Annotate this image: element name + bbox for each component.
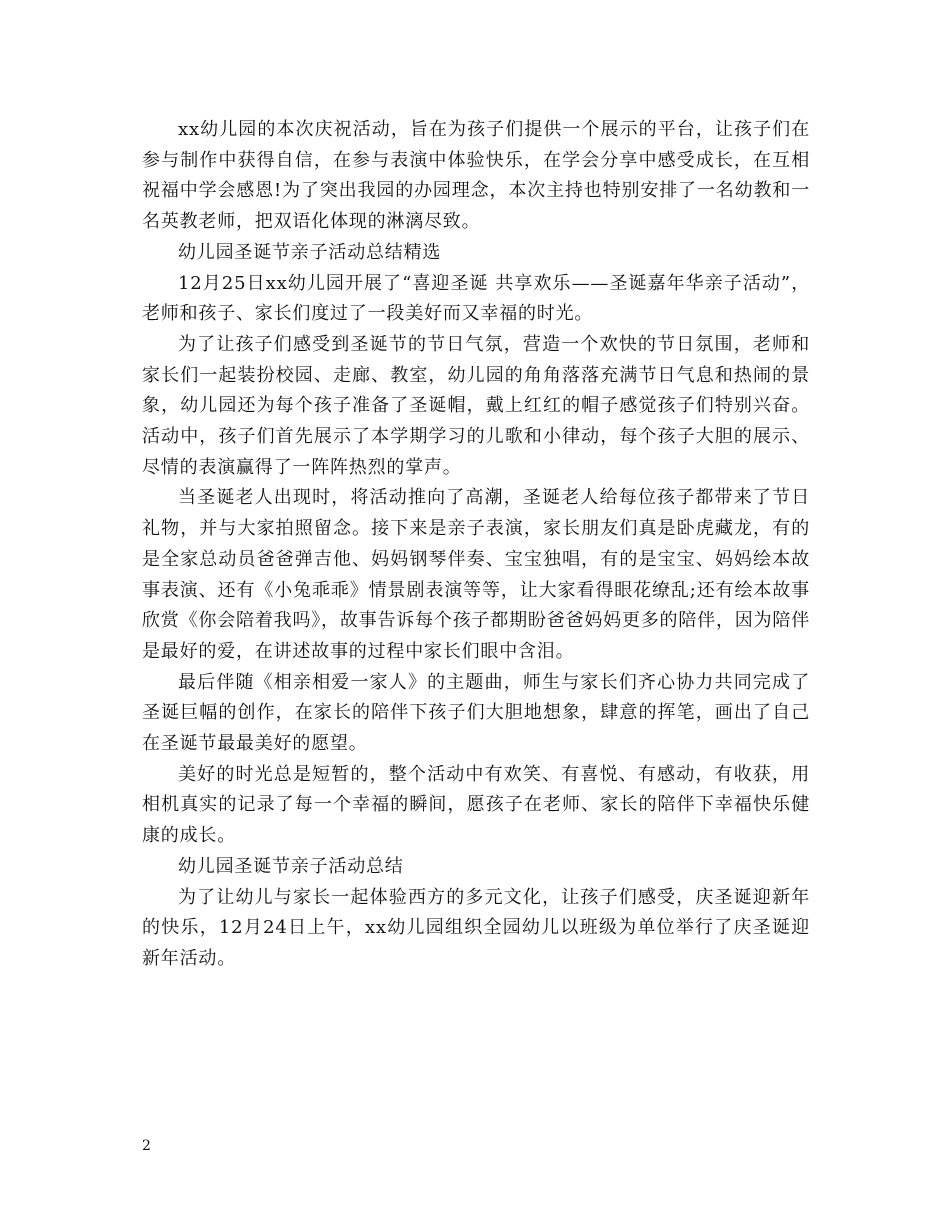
document-body — [142, 115, 810, 975]
paragraph-intro: xx幼儿园的本次庆祝活动，旨在为孩子们提供一个展示的平台，让孩子们在参与制作中获得自信，在参与表演中体验快乐，在学会分享中感受成长，在互相祝福中学会感恩!为了突出我园的办园理念，本次主持也特别安排了一名幼教和一名英教老师，把双语化体现的淋漓尽致。 — [142, 119, 810, 233]
paragraph-closing: 美好的时光总是短暂的，整个活动中有欢笑、有喜悦、有感动，有收获，用相机真实的记录了每一个幸福的瞬间，愿孩子在老师、家长的陪伴下幸福快乐健康的成长。 — [142, 763, 810, 847]
paragraph-new-year: 为了让幼儿与家长一起体验西方的多元文化，让孩子们感受，庆圣诞迎新年的快乐，12月24日上午，xx幼儿园组织全园幼儿以班级为单位举行了庆圣诞迎新年活动。 — [142, 886, 810, 969]
paragraph-santa: 当圣诞老人出现时，将活动推向了高潮，圣诞老人给每位孩子都带来了节日礼物，并与大家拍照留念。接下来是亲子表演，家长朋友们真是卧虎藏龙，有的是全家总动员爸爸弹吉他、妈妈钢琴伴奏、宝宝独唱，有的是宝宝、妈妈绘本故事表演、还有《小兔乖乖》情景剧表演等等，让大家看得眼花缭乱;还有绘本故事欣赏《你会陪着我吗》，故事告诉每个孩子都期盼爸爸妈妈更多的陪伴，因为陪伴是最好的爱，在讲述故事的过程中家长们眼中含泪。 — [142, 487, 810, 662]
paragraph-decoration: 为了让孩子们感受到圣诞节的节日气氛，营造一个欢快的节日氛围，老师和家长们一起装扮校园、走廊、教室，幼儿园的角角落落充满节日气息和热闹的景象，幼儿园还为每个孩子准备了圣诞帽，戴上红红的帽子感觉孩子们特别兴奋。活动中，孩子们首先展示了本学期学习的儿歌和小律动，每个孩子大胆的展示、尽情的表演赢得了一阵阵热烈的掌声。 — [142, 333, 810, 478]
page-number: 2 — [142, 1138, 151, 1154]
section-heading-summary: 幼儿园圣诞节亲子活动总结 — [178, 855, 404, 877]
section-heading-selected-summary: 幼儿园圣诞节亲子活动总结精选 — [178, 241, 442, 263]
paragraph-event-date: 12月25日xx幼儿园开展了“喜迎圣诞 共享欢乐——圣诞嘉年华亲子活动”，老师和孩子、家长们度过了一段美好而又幸福的时光。 — [142, 272, 810, 325]
paragraph-finale: 最后伴随《相亲相爱一家人》的主题曲，师生与家长们齐心协力共同完成了圣诞巨幅的创作，在家长的陪伴下孩子们大胆地想象，肆意的挥笔，画出了自己在圣诞节最最美好的愿望。 — [142, 671, 810, 755]
